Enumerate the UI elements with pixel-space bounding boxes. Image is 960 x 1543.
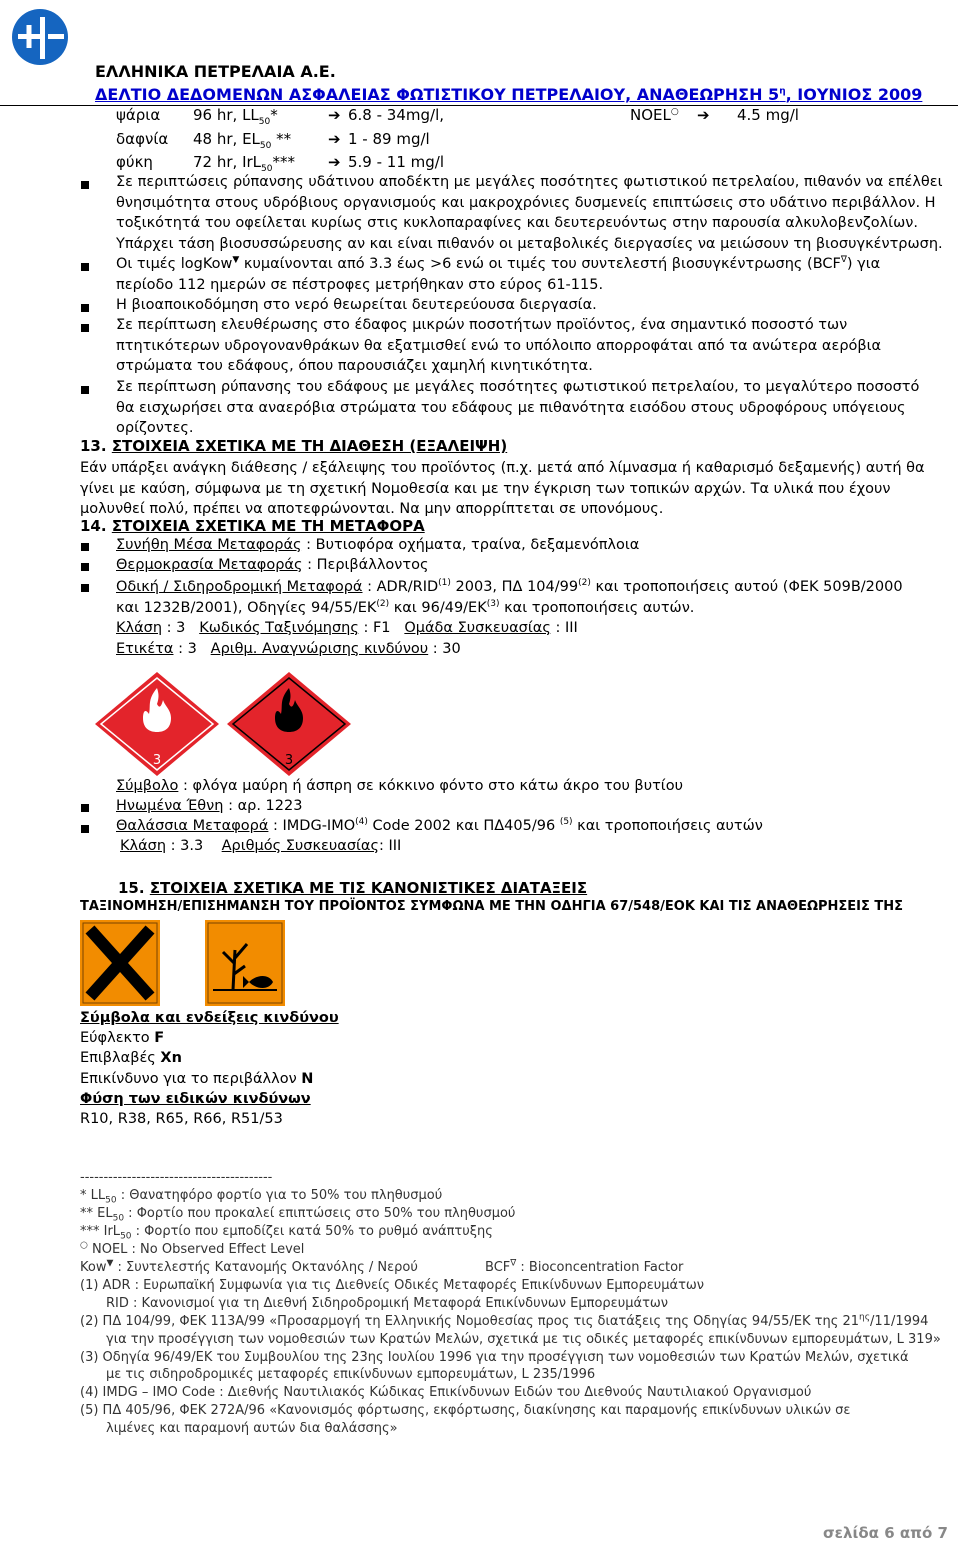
arrow-icon: ➔ xyxy=(328,106,341,124)
footnote-separator: ----------------------------------------- xyxy=(80,1170,273,1185)
footnote-noel: ○ NOEL : No Observed Effect Level xyxy=(80,1240,305,1257)
tox-fish-time: 96 hr, $LL_{50}*$ xyxy=(193,106,278,127)
section-15-heading: 15. ΣΤΟΙΧΕΙΑ ΣΧΕΤΙΚΑ ΜΕ ΤΙΣ ΚΑΝΟΝΙΣΤΙΚΕΣ ΔΙΑΤΑΞΕΙΣ xyxy=(118,879,588,897)
tox-noel: NOEL○ xyxy=(630,106,679,124)
tox-algae-org: φύκη xyxy=(116,153,153,171)
company-logo-icon xyxy=(10,7,70,67)
hazard-label-class3-white-flame-icon xyxy=(95,672,219,776)
footnote-pd-104-cont: για την προσέγγιση των νομοθεσιών των Κρατών Μελών, σχετικά με τις οδικές μεταφορές επικίνδυνων εμπορευμάτων, L 319» xyxy=(106,1332,941,1347)
sea-class-packaging: Κλάση : 3.3 Αριθμός Συσκευασίας: III xyxy=(120,838,402,854)
tox-fish-org: ψάρια xyxy=(116,106,161,124)
section-13-heading: 13. ΣΤΟΙΧΕΙΑ ΣΧΕΤΙΚΑ ΜΕ ΤΗ ΔΙΑΘΕΣΗ (ΕΞΑΛΕΙΨΗ) xyxy=(80,437,508,455)
flammable-indication: Εύφλεκτο F xyxy=(80,1030,165,1046)
tox-noel-value: 4.5 mg/l xyxy=(737,106,799,124)
transport-means: Συνήθη Μέσα Μεταφοράς : Βυτιοφόρα οχήματα, τραίνα, δεξαμενόπλοια xyxy=(116,537,640,553)
footnote-ll50: * $LL_{50}$ : Θανατηφόρο φορτίο για το 50% του πληθυσμού xyxy=(80,1188,443,1206)
tox-daphnia-time: 48 hr, $EL_{50}$ ** xyxy=(193,130,292,151)
transport-temperature: Θερμοκρασία Μεταφοράς : Περιβάλλοντος xyxy=(116,557,429,573)
footnote-pd-405: (5) ΠΔ 405/96, ΦΕΚ 272Α/96 «Κανονισμός φόρτωσης, εκφόρτωσης, διακίνησης και παραμονής επικίνδυνων υλικών σε xyxy=(80,1403,851,1418)
footnote-pd-405-cont: λιμένες και παραμονή αυτών δια θαλάσσης» xyxy=(106,1421,398,1436)
paragraph-soil-release: Σε περίπτωση ελευθέρωσης στο έδαφος μικρών ποσοτήτων προϊόντος, ένα σημαντικό ποσοστό των πτητικότερων υδρογονανθράκων θα εξατμισθεί ενώ το υπόλοιπο απορροφάται από τα ανώτερα αερόβια στρώματα του εδάφους, όπου παρουσιάζει χαμηλή κινητικότητα. xyxy=(116,317,882,374)
bullet-icon xyxy=(81,386,89,394)
footnote-pd-104: (2) ΠΔ 104/99, ΦΕΚ 113Α/99 «Προσαρμογή τη Ελληνικής Νομοθεσίας προς τις διατάξεις της Οδηγίας 94/55/ΕΚ της $21^{\eta\varsigma}/11/1994$ xyxy=(80,1312,929,1329)
risk-phrases: R10, R38, R65, R66, R51/53 xyxy=(80,1111,283,1127)
un-number: Ηνωμένα Έθνη : αρ. 1223 xyxy=(116,798,303,814)
hazard-label-class3-black-flame-icon xyxy=(227,672,351,776)
paragraph-soil-pollution: Σε περίπτωση ρύπανσης του εδάφους με μεγάλες ποσότητες φωτιστικού πετρελαίου, το μεγαλύτερο ποσοστό θα εισχωρήσει στα αναερόβια στρώματα του εδάφους με πιθανότητα εισόδου στους υδροφόρους υπόγειους ορίζοντες. xyxy=(116,379,920,436)
hazard-symbols-heading: Σύμβολα και ενδείξεις κινδύνου xyxy=(80,1010,339,1026)
bullet-icon xyxy=(81,304,89,312)
bullet-icon xyxy=(81,825,89,833)
page-number: σελίδα 6 από 7 xyxy=(823,1524,948,1542)
footnote-imdg: (4) IMDG – IMO Code : Διεθνής Ναυτιλιακός Κώδικας Επικίνδυνων Ειδών του Διεθνούς Ναυτιλιακού Οργανισμού xyxy=(80,1385,812,1400)
bullet-icon xyxy=(81,563,89,571)
tox-algae-value: 5.9 - 11 mg/l xyxy=(348,153,445,171)
footnote-directive-96-49-cont: με τις σιδηροδρομικές μεταφορές επικίνδυνων εμπορευμάτων, L 235/1996 xyxy=(106,1367,596,1382)
footnote-directive-96-49: (3) Οδηγία 96/49/ΕΚ του Συμβουλίου της 23ης Ιουλίου 1996 για την προσέγγιση των νομοθεσιών των Κρατών Μελών, σχετικά xyxy=(80,1350,909,1365)
risks-heading: Φύση των ειδικών κινδύνων xyxy=(80,1091,311,1107)
bullet-icon xyxy=(81,584,89,592)
arrow-icon: ➔ xyxy=(328,153,341,171)
diamond-class-number: 3 xyxy=(284,753,294,768)
bullet-icon xyxy=(81,263,89,271)
road-rail-transport: Οδική / Σιδηροδρομική Μεταφορά : ADR/RID$^{(1)}$ 2003, ΠΔ 104/99$^{(2)}$ και τροποποιήσεις αυτού (ΦΕΚ 509Β/2000 και 1232Β/2001), Οδηγίες 94/55/ΕΚ$^{(2)}$ και 96/49/ΕΚ$^{(3)}$ και τροποποιήσεις αυτών. Κλάση : 3 Κωδικός Ταξινόμησης : F1 Ομάδα Συσκευασίας : III Ετικέτα : 3 Αριθμ. Αναγνώρισης κινδύνου : 30 xyxy=(116,578,903,657)
footnote-irl50: *** IrL$_{50}$ : Φορτίο που εμποδίζει κατά 50% το ρυθμό ανάπτυξης xyxy=(80,1224,493,1242)
footnote-el50: ** $EL_{50}$ : Φορτίο που προκαλεί επιπτώσεις στο 50% του πληθυσμού xyxy=(80,1206,516,1224)
arrow-icon: ➔ xyxy=(328,130,341,148)
tox-algae-time: 72 hr, IrL$_{50}$*** xyxy=(193,153,295,174)
diamond-class-number: 3 xyxy=(152,753,162,768)
company-name: ΕΛΛΗΝΙΚΑ ΠΕΤΡΕΛΑΙΑ Α.Ε. xyxy=(95,62,336,81)
sea-transport: Θαλάσσια Μεταφορά : IMDG-IMO$^{(4)}$ Code 2002 και ΠΔ405/96 $^{(5)}$ και τροποποιήσεις αυτών xyxy=(116,817,763,834)
bullet-icon xyxy=(81,324,89,332)
paragraph-biodegradation: Η βιοαποικοδόμηση στο νερό θεωρείται δευτερεύουσα διεργασία. xyxy=(116,297,597,313)
bullet-icon xyxy=(81,181,89,189)
section-14-heading: 14. ΣΤΟΙΧΕΙΑ ΣΧΕΤΙΚΑ ΜΕ ΤΗ ΜΕΤΑΦΟΡΑ xyxy=(80,517,425,535)
footnote-bcf: BCF∇ : Bioconcentration Factor xyxy=(485,1258,684,1275)
section-13-body: Εάν υπάρξει ανάγκη διάθεσης / εξάλειψης του προϊόντος (π.χ. μετά από λίμνασμα ή καθαρισμό δεξαμενής) αυτή θα γίνει με καύση, σύμφωνα με τη σχετική Νομοθεσία και με την έγκριση των τοπικών αρχών. Τα υλικά που έχουν μολυνθεί πολύ, πρέπει να αποτεφρώνονται. Να μην απορρίπτεται σε υπονόμους. xyxy=(80,460,925,517)
tox-fish-value: 6.8 - 34mg/l, xyxy=(348,106,445,124)
footnote-kow: Kow▼ : Συντελεστής Κατανομής Οκτανόλης / Νερού xyxy=(80,1258,418,1275)
tox-daphnia-org: δαφνία xyxy=(116,130,169,148)
harmful-xn-cross-icon xyxy=(80,920,160,1006)
environment-indication: Επικίνδυνο για το περιβάλλον N xyxy=(80,1071,314,1087)
footnote-rid: RID : Κανονισμοί για τη Διεθνή Σιδηροδρομική Μεταφορά Επικίνδυνων Εμπορευμάτων xyxy=(106,1296,669,1311)
classification-subtitle: ΤΑΞΙΝΟΜΗΣΗ/ΕΠΙΣΗΜΑΝΣΗ ΤΟΥ ΠΡΟΪΟΝΤΟΣ ΣΥΜΦΩΝΑ ΜΕ ΤΗΝ ΟΔΗΓΙΑ 67/548/ΕΟΚ ΚΑΙ ΤΙΣ ΑΝΑΘΕΩΡΗΣΕΙΣ ΤΗΣ xyxy=(80,899,904,914)
bullet-icon xyxy=(81,543,89,551)
symbol-description: Σύμβολο : φλόγα μαύρη ή άσπρη σε κόκκινο φόντο στο κάτω άκρο του βυτίου xyxy=(116,778,683,794)
tox-daphnia-value: 1 - 89 mg/l xyxy=(348,130,430,148)
paragraph-logkow: Οι τιμές logKow▼ κυμαίνονται από 3.3 έως >6 ενώ οι τιμές του συντελεστή βιοσυγκέντρωσης (BCF∇) για περίοδο 112 ημερών σε πέστροφες μετρήθηκαν στο εύρος 61-115. xyxy=(116,255,881,293)
footnote-adr: (1) ADR : Ευρωπαϊκή Συμφωνία για τις Διεθνείς Οδικές Μεταφορές Επικίνδυνων Εμπορευμάτων xyxy=(80,1278,705,1293)
paragraph-aquatic-toxicity: Σε περιπτώσεις ρύπανσης υδάτινου αποδέκτη με μεγάλες ποσότητες φωτιστικού πετρελαίου, πιθανόν να επέλθει θνησιμότητα στους υδρόβιους οργανισμούς και μακροχρόνιες δυσμενείς επιπτώσεις στο υδάτινο περιβάλλον. Η τοξικότητά του οφείλεται κυρίως στις κυκλοπαραφίνες και δευτερευόντως στην παρουσία αλκυλοβενζολίων. Υπάρχει τάση βιοσυσσώρευσης αν και είναι πιθανόν οι μεταβολικές διεργασίες να μειώσουν τη βιοσυγκέντρωση. xyxy=(116,174,943,252)
bullet-icon xyxy=(81,804,89,812)
arrow-icon: ➔ xyxy=(697,106,710,124)
environment-hazard-dead-tree-fish-icon xyxy=(205,920,285,1006)
document-title: ΔΕΛΤΙΟ ΔΕΔΟΜΕΝΩΝ ΑΣΦΑΛΕΙΑΣ ΦΩΤΙΣΤΙΚΟΥ ΠΕΤΡΕΛΑΙΟΥ, ΑΝΑΘΕΩΡΗΣΗ $5^\eta$, ΙΟΥΝΙΟΣ 2009 xyxy=(95,85,923,104)
harmful-indication: Επιβλαβές Xn xyxy=(80,1050,182,1066)
